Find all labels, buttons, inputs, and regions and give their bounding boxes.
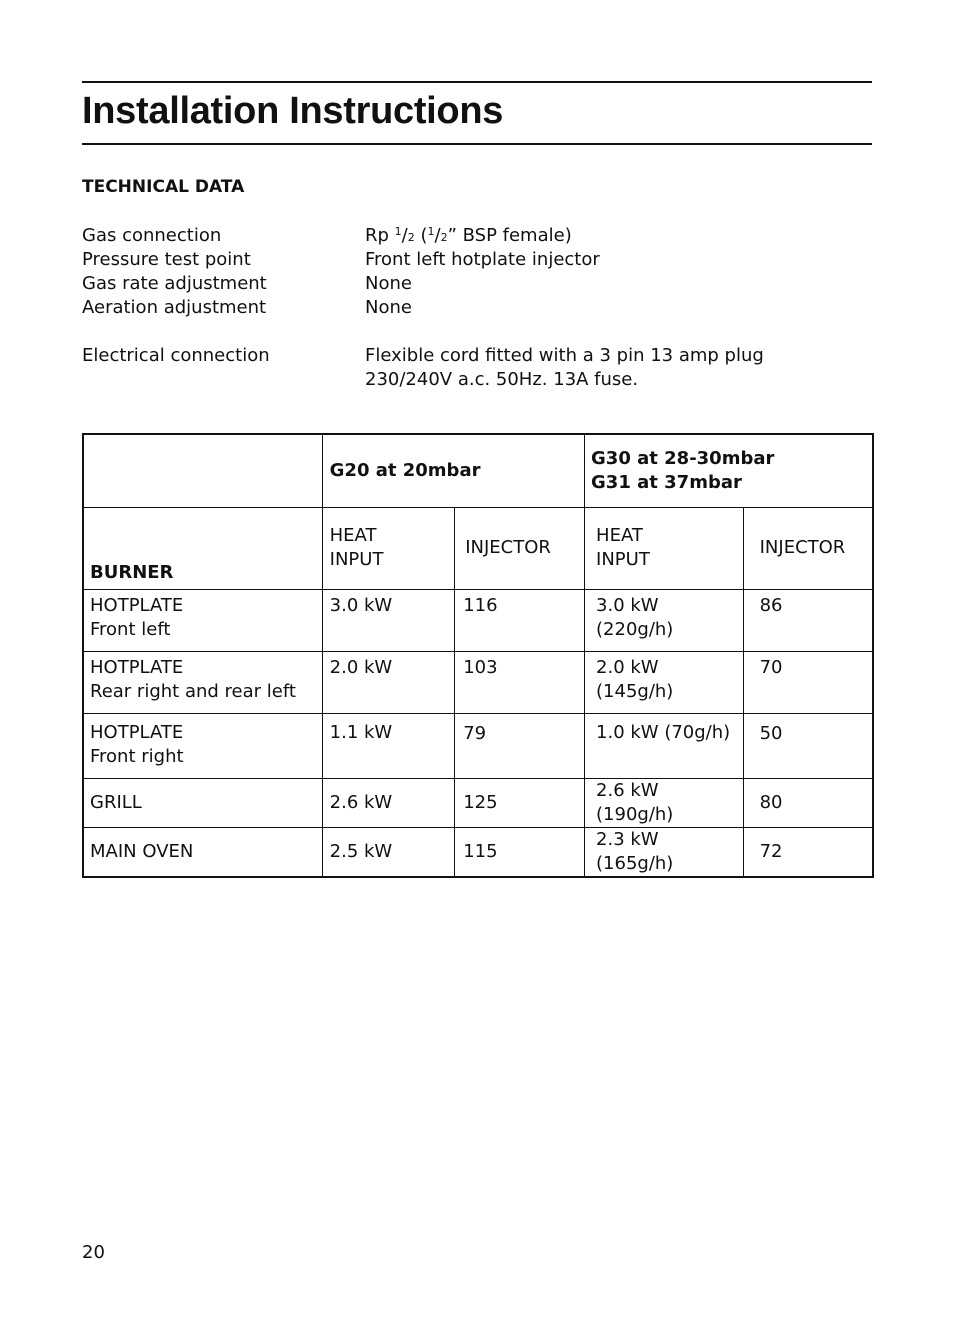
burner-detail: Rear right and rear left	[90, 680, 296, 702]
col-header-text-line-2: INPUT	[329, 549, 384, 570]
col-header-text: INJECTOR	[759, 537, 846, 558]
spec-label: Gas connection	[82, 225, 222, 246]
title-underline-rule	[82, 143, 872, 145]
col-header-g20-injector	[455, 507, 585, 589]
cell-value: 2.6 kW	[329, 791, 393, 813]
cell-g20-injector	[455, 589, 585, 651]
cell-g20-injector	[455, 778, 585, 827]
cell-g30-heat-input	[585, 778, 744, 827]
spec-label: Aeration adjustment	[82, 297, 267, 318]
burner-name: GRILL	[90, 791, 142, 813]
spec-value: Front left hotplate injector	[365, 249, 600, 270]
fraction-denominator: 2	[407, 231, 415, 244]
cell-value: 3.0 kW	[329, 594, 393, 616]
cell-value: 103	[463, 656, 498, 678]
group-header-g20	[322, 434, 584, 507]
cell-burner	[83, 713, 322, 778]
spec-value-line-1: Flexible cord fitted with a 3 pin 13 amp plug	[365, 345, 764, 366]
group-header-text-line-1: G30 at 28-30mbar	[591, 447, 775, 469]
spec-electrical-connection	[82, 344, 872, 392]
col-header-burner	[83, 507, 322, 589]
col-header-text: INJECTOR	[465, 537, 551, 558]
cell-g30-injector	[743, 589, 873, 651]
burner-name: HOTPLATE	[90, 721, 184, 743]
burner-name: HOTPLATE	[90, 656, 184, 678]
burner-data-table	[82, 433, 874, 878]
cell-value: 50	[759, 722, 783, 744]
cell-burner	[83, 651, 322, 713]
value-part: Rp	[365, 225, 395, 246]
cell-value: 125	[463, 791, 498, 813]
burner-detail: Front left	[90, 618, 171, 640]
cell-g20-heat-input	[322, 778, 455, 827]
col-header-text-line-2: INPUT	[596, 549, 650, 570]
group-header-text-line-2: G31 at 37mbar	[591, 471, 742, 493]
cell-g20-heat-input	[322, 589, 455, 651]
table-row	[83, 651, 873, 713]
cell-value: 2.6 kW (190g/h)	[596, 779, 674, 825]
cell-value: 116	[463, 594, 498, 616]
fraction-numerator: 1	[394, 225, 402, 238]
fraction-numerator: 1	[427, 225, 435, 238]
fraction-denominator: 2	[440, 231, 448, 244]
spec-label: Pressure test point	[82, 249, 251, 270]
cell-value: 86	[759, 594, 783, 616]
cell-value: 1.0 kW (70g/h)	[596, 721, 731, 743]
table-column-header-row	[83, 507, 873, 589]
table-row	[83, 778, 873, 827]
cell-g30-injector	[743, 827, 873, 877]
top-rule	[82, 81, 872, 83]
cell-g30-heat-input	[585, 827, 744, 877]
spec-label: Electrical connection	[82, 345, 270, 366]
cell-value: 79	[463, 722, 487, 744]
cell-g30-heat-input	[585, 713, 744, 778]
table-row	[83, 827, 873, 877]
burner-name: MAIN OVEN	[90, 840, 194, 862]
cell-g20-heat-input	[322, 651, 455, 713]
value-part: ” BSP female)	[447, 225, 572, 246]
burner-detail: Front right	[90, 745, 184, 767]
cell-value: 72	[759, 840, 783, 862]
cell-burner	[83, 827, 322, 877]
technical-data-heading: TECHNICAL DATA	[82, 177, 245, 197]
cell-g30-injector	[743, 713, 873, 778]
col-header-g30-heat-input	[585, 507, 744, 589]
col-header-text-line-1: HEAT	[596, 525, 643, 546]
cell-g20-injector	[455, 713, 585, 778]
cell-value: 80	[759, 791, 783, 813]
spec-value: None	[365, 297, 412, 318]
cell-g30-injector	[743, 651, 873, 713]
cell-value: 2.3 kW (165g/h)	[596, 828, 674, 874]
cell-value: 70	[759, 656, 783, 678]
col-header-text-line-1: HEAT	[329, 525, 377, 546]
cell-value: 2.0 kW (145g/h)	[596, 656, 674, 702]
cell-value: 115	[463, 840, 498, 862]
cell-value: 1.1 kW	[329, 721, 393, 743]
burner-name: HOTPLATE	[90, 594, 184, 616]
cell-g20-heat-input	[322, 713, 455, 778]
cell-burner	[83, 778, 322, 827]
spec-value: Rp $^1$/2 ($^1$/2” BSP female)	[365, 225, 572, 246]
cell-g30-injector	[743, 778, 873, 827]
spec-value: None	[365, 273, 412, 294]
spec-value-line-2: 230/240V a.c. 50Hz. 13A fuse.	[365, 369, 639, 390]
page-number: 20	[82, 1242, 105, 1263]
page-title: Installation Instructions	[82, 90, 504, 132]
cell-g20-injector	[455, 651, 585, 713]
col-header-text: BURNER	[90, 561, 174, 583]
group-header-text: G20 at 20mbar	[329, 459, 481, 481]
cell-g20-injector	[455, 827, 585, 877]
cell-value: 2.5 kW	[329, 840, 393, 862]
cell-value: 3.0 kW (220g/h)	[596, 594, 674, 640]
col-header-g30-injector	[743, 507, 873, 589]
cell-g30-heat-input	[585, 651, 744, 713]
spec-label: Gas rate adjustment	[82, 273, 267, 294]
table-group-header-row	[83, 434, 873, 507]
cell-burner	[83, 589, 322, 651]
col-header-g20-heat-input	[322, 507, 455, 589]
table-row	[83, 713, 873, 778]
value-part: (	[414, 225, 428, 246]
table-corner-cell	[83, 434, 322, 507]
group-header-g30-g31	[585, 434, 873, 507]
cell-g30-heat-input	[585, 589, 744, 651]
cell-value: 2.0 kW	[329, 656, 393, 678]
cell-g20-heat-input	[322, 827, 455, 877]
table-row	[83, 589, 873, 651]
